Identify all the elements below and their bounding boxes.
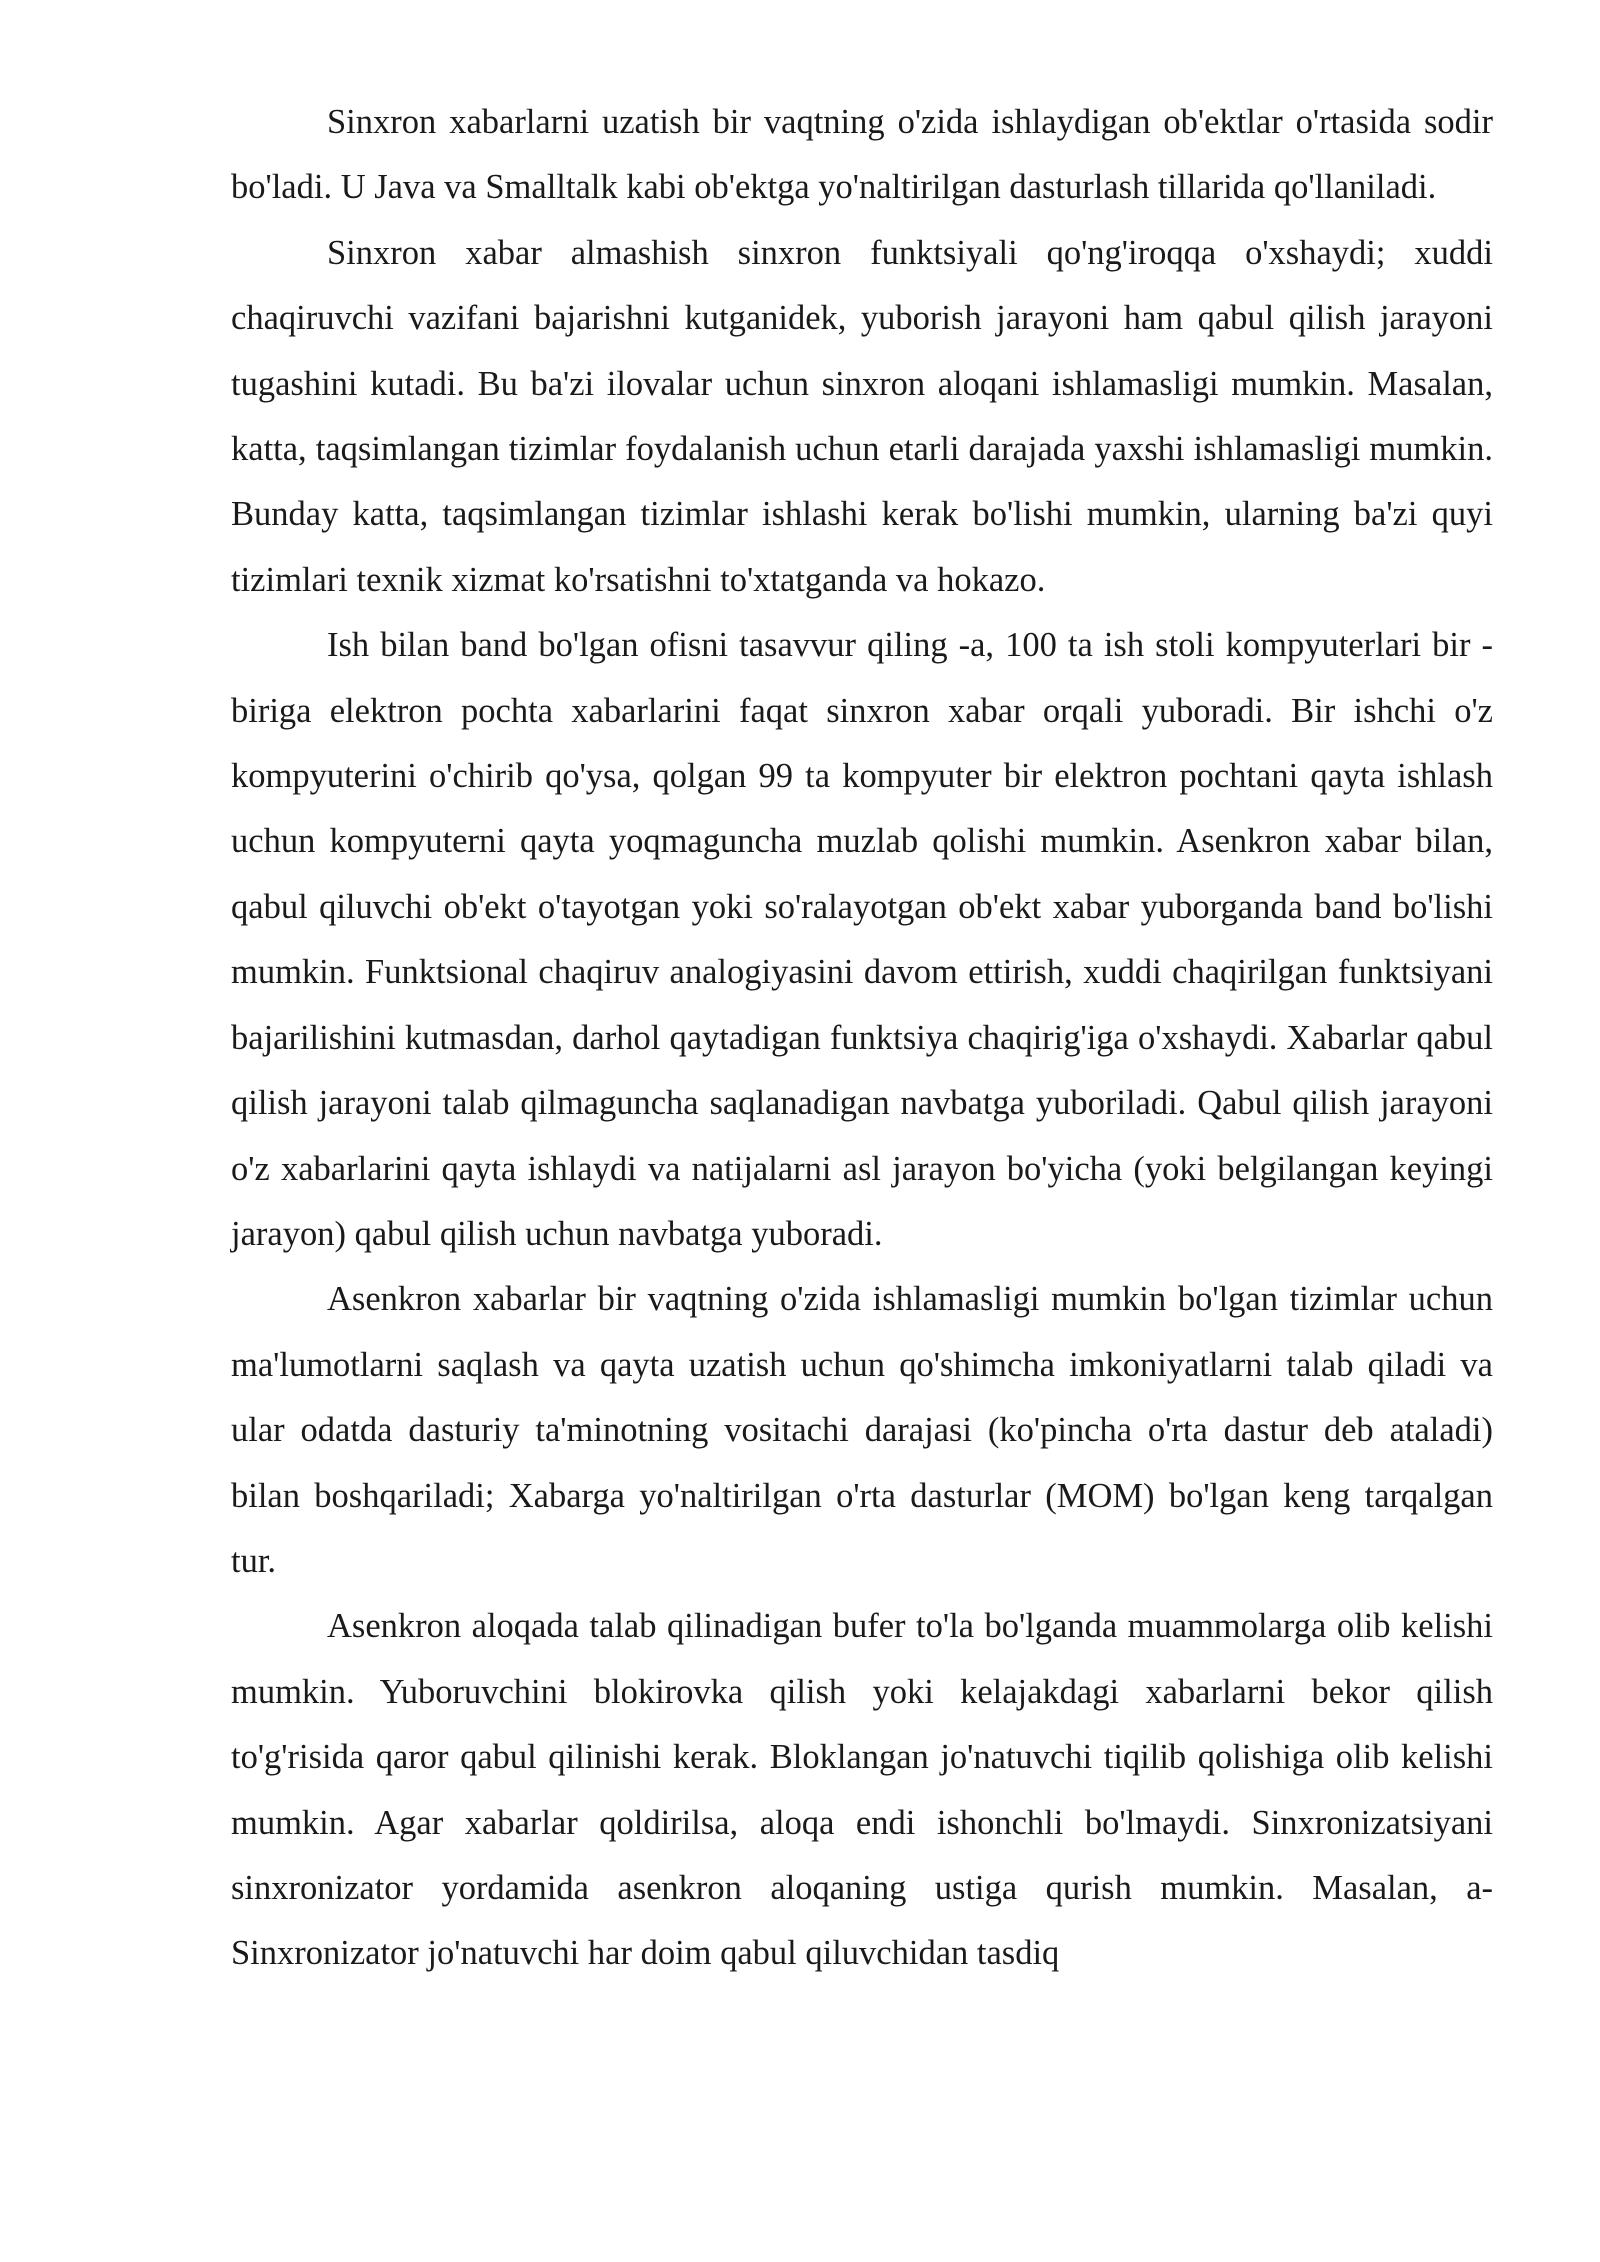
paragraph-sinxron-almashish: Sinxron xabar almashish sinxron funktsiyali qo'ng'iroqqa o'xshaydi; xuddi chaqiruvchi vazifani bajarishni kutganidek, yuborish jarayoni ham qabul qilish jarayoni tugashini kutadi. Bu ba'zi ilovalar uchun sinxron aloqani ishlamasligi mumkin. Masalan, katta, taqsimlangan tizimlar foydalanish uchun etarli darajada yaxshi ishlamasligi mumkin. Bunday katta, taqsimlangan tizimlar ishlashi kerak bo'lishi mumkin, ularning ba'zi quyi tizimlari texnik xizmat ko'rsatishni to'xtatganda va hokazo. (231, 233, 1493, 599)
paragraph-asenkron-xabarlar: Asenkron xabarlar bir vaqtning o'zida ishlamasligi mumkin bo'lgan tizimlar uchun ma'lumotlarni saqlash va qayta uzatish uchun qo'shimcha imkoniyatlarni talab qiladi va ular odatda dasturiy ta'minotning vositachi darajasi (ko'pincha o'rta dastur deb ataladi) bilan boshqariladi; Xabarga yo'naltirilgan o'rta dasturlar (MOM) bo'lgan keng tarqalgan tur. (231, 1280, 1493, 1580)
paragraph-asenkron-aloqa-bufer: Asenkron aloqada talab qilinadigan bufer to'la bo'lganda muammolarga olib kelishi mumkin. Yuboruvchini blokirovka qilish yoki kelajakdagi xabarlarni bekor qilish to'g'risida qaror qabul qilinishi kerak. Bloklangan jo'natuvchi tiqilib qolishiga olib kelishi mumkin. Agar xabarlar qoldirilsa, aloqa endi ishonchli bo'lmaydi. Sinxronizatsiyani sinxronizator yordamida asenkron aloqaning ustiga qurish mumkin. Masalan, a-Sinxronizator jo'natuvchi har doim qabul qiluvchidan tasdiq (231, 1607, 1493, 1973)
paragraph-sinxron-uzatish: Sinxron xabarlarni uzatish bir vaqtning o'zida ishlaydigan ob'ektlar o'rtasida sodir bo'ladi. U Java va Smalltalk kabi ob'ektga yo'naltirilgan dasturlash tillarida qo'llaniladi. (231, 103, 1493, 207)
paragraph-ofis-misoli: Ish bilan band bo'lgan ofisni tasavvur qiling -a, 100 ta ish stoli kompyuterlari bir -biriga elektron pochta xabarlarini faqat sinxron xabar orqali yuboradi. Bir ishchi o'z kompyuterini o'chirib qo'ysa, qolgan 99 ta kompyuter bir elektron pochtani qayta ishlash uchun kompyuterni qayta yoqmaguncha muzlab qolishi mumkin. Asenkron xabar bilan, qabul qiluvchi ob'ekt o'tayotgan yoki so'ralayotgan ob'ekt xabar yuborganda band bo'lishi mumkin. Funktsional chaqiruv analogiyasini davom ettirish, xuddi chaqirilgan funktsiyani bajarilishini kutmasdan, darhol qaytadigan funktsiya chaqirig'iga o'xshaydi. Xabarlar qabul qilish jarayoni talab qilmaguncha saqlanadigan navbatga yuboriladi. Qabul qilish jarayoni o'z xabarlarini qayta ishlaydi va natijalarni asl jarayon bo'yicha (yoki belgilangan keyingi jarayon) qabul qilish uchun navbatga yuboradi. (231, 626, 1493, 1253)
document-body (231, 90, 1493, 1987)
